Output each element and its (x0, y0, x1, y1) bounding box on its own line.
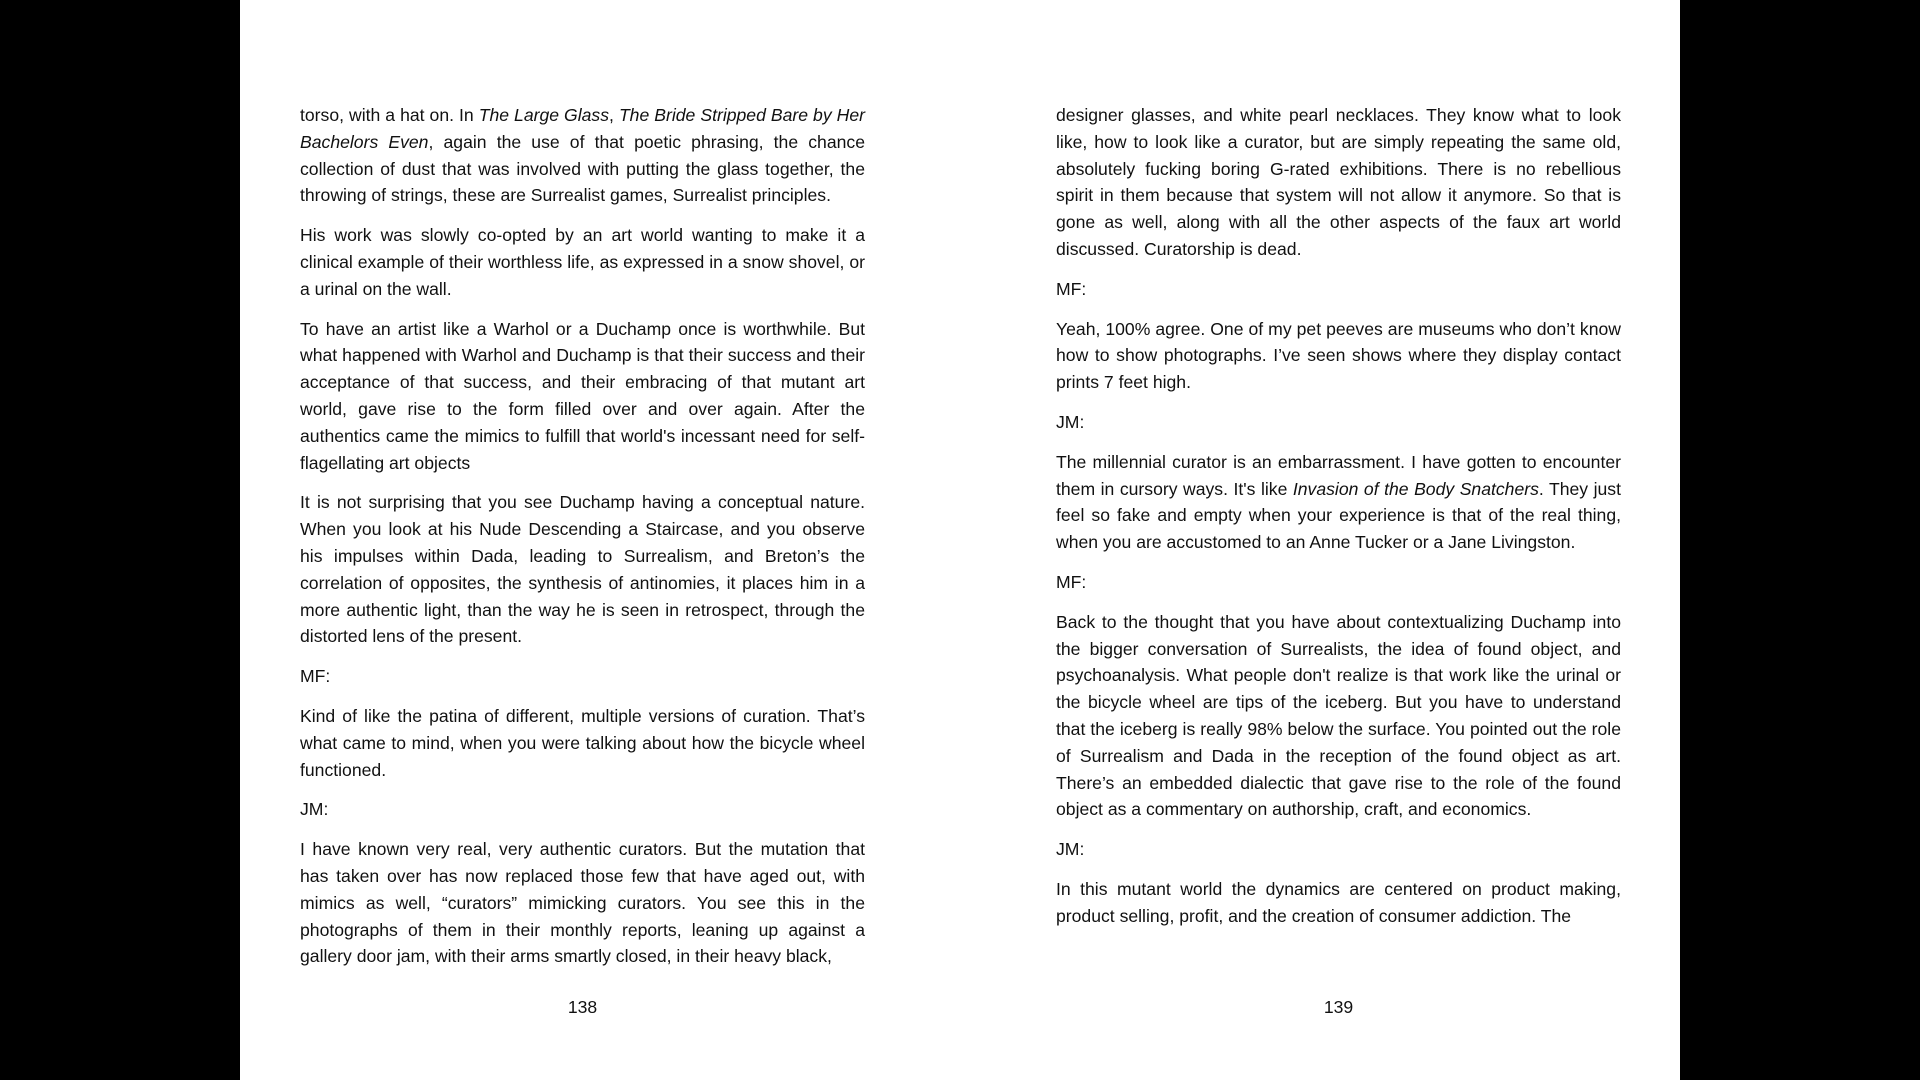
paragraph (1056, 836, 1621, 863)
paragraph (1056, 609, 1621, 823)
body-text: Back to the thought that you have about contextualizing Duchamp into the bigger conversation of Surrealists, the idea of found object, and psychoanalysis. What people don't realize is that work like the urinal or the bicycle wheel are tips of the iceberg. But you have to understand that the iceberg is really 98% below the surface. You pointed out the role of Surrealism and Dada in the reception of the found object as art. There’s an embedded dialectic that gave rise to the role of the found object as a commentary on authorship, craft, and economics. (1056, 611, 1621, 820)
body-text: I have known very real, very authentic curators. But the mutation that has taken over has now replaced those few that have aged out, with mimics as well, “curators” mimicking curators. You see this in the photographs of them in their monthly reports, leaning up against a gallery door jam, with their arms smartly closed, in their heavy black, (300, 839, 865, 967)
left-page-number: 138 (567, 997, 598, 1017)
paragraph (300, 316, 865, 477)
paragraph (300, 102, 865, 209)
body-text: designer glasses, and white pearl necklaces. They know what to look like, how to look like a curator, but are simply repeating the same old, absolutely fucking boring G-rated exhibitions. There is no rebellious spirit in them because that system will not allow it anymore. So that is gone as well, along with all the other aspects of the faux art world discussed. Curatorship is dead. (1056, 105, 1621, 259)
italic-title-text: The Bride Stripped Bare by Her Bachelors Even (300, 105, 865, 152)
right-page (1056, 102, 1621, 982)
left-page (300, 102, 865, 982)
body-text: . They just feel so fake and empty when your experience is that of the real thing, when you are accustomed to an Anne Tucker or a Jane Livingston. (1056, 478, 1621, 553)
book-spread (240, 0, 1680, 1080)
body-text: JM: (300, 799, 329, 820)
body-text: , (609, 105, 619, 125)
paragraph (1056, 449, 1621, 556)
body-text: Kind of like the patina of different, multiple versions of curation. That’s what came to mind, when you were talking about how the bicycle wheel functioned. (300, 705, 865, 780)
body-text: torso, with a hat on. In (300, 105, 479, 125)
paragraph (300, 489, 865, 650)
right-page-number: 139 (1323, 997, 1354, 1017)
paragraph (300, 222, 865, 302)
italic-title-text: The Large Glass (478, 105, 610, 125)
body-text: Yeah, 100% agree. One of my pet peeves are museums who don’t know how to show photographs. I’ve seen shows where they display contact prints 7 feet high. (1056, 318, 1621, 393)
body-text: To have an artist like a Warhol or a Duchamp once is worthwhile. But what happened with Warhol and Duchamp is that their success and their acceptance of that success, and their embracing of that mutant art world, gave rise to the form filled over and over again. After the authentics came the mimics to fulfill that world's incessant need for self-flagellating art objects (300, 318, 865, 473)
paragraph (1056, 276, 1621, 303)
body-text: JM: (1056, 411, 1085, 432)
paragraph (300, 703, 865, 783)
paragraph (1056, 409, 1621, 436)
paragraph (300, 663, 865, 690)
body-text: The millennial curator is an embarrassment. I have gotten to encounter them in cursory ways. It's like (1056, 451, 1621, 499)
body-text: MF: (1056, 571, 1087, 592)
paragraph (300, 796, 865, 823)
paragraph (1056, 569, 1621, 596)
body-text: His work was slowly co-opted by an art world wanting to make it a clinical example of their worthless life, as expressed in a snow shovel, or a urinal on the wall. (300, 225, 865, 299)
paragraph (1056, 316, 1621, 396)
body-text: MF: (300, 666, 331, 687)
body-text: JM: (1056, 839, 1085, 860)
body-text: It is not surprising that you see Duchamp having a conceptual nature. When you look at his Nude Descending a Staircase, and you observe his impulses within Dada, leading to Surrealism, and Breton’s the correlation of opposites, the synthesis of antinomies, it places him in a more authentic light, than the way he is seen in retrospect, through the distorted lens of the present. (300, 492, 865, 647)
body-text: In this mutant world the dynamics are centered on product making, product selling, profit, and the creation of consumer addiction. The (1056, 878, 1621, 926)
paragraph (1056, 876, 1621, 930)
paragraph (1056, 102, 1621, 263)
body-text: MF: (1056, 278, 1087, 299)
body-text: , again the use of that poetic phrasing, the chance collection of dust that was involved with putting the glass together, the throwing of strings, these are Surrealist games, Surrealist principles. (300, 131, 865, 206)
paragraph (300, 836, 865, 970)
italic-title-text: Invasion of the Body Snatchers (1292, 478, 1539, 499)
